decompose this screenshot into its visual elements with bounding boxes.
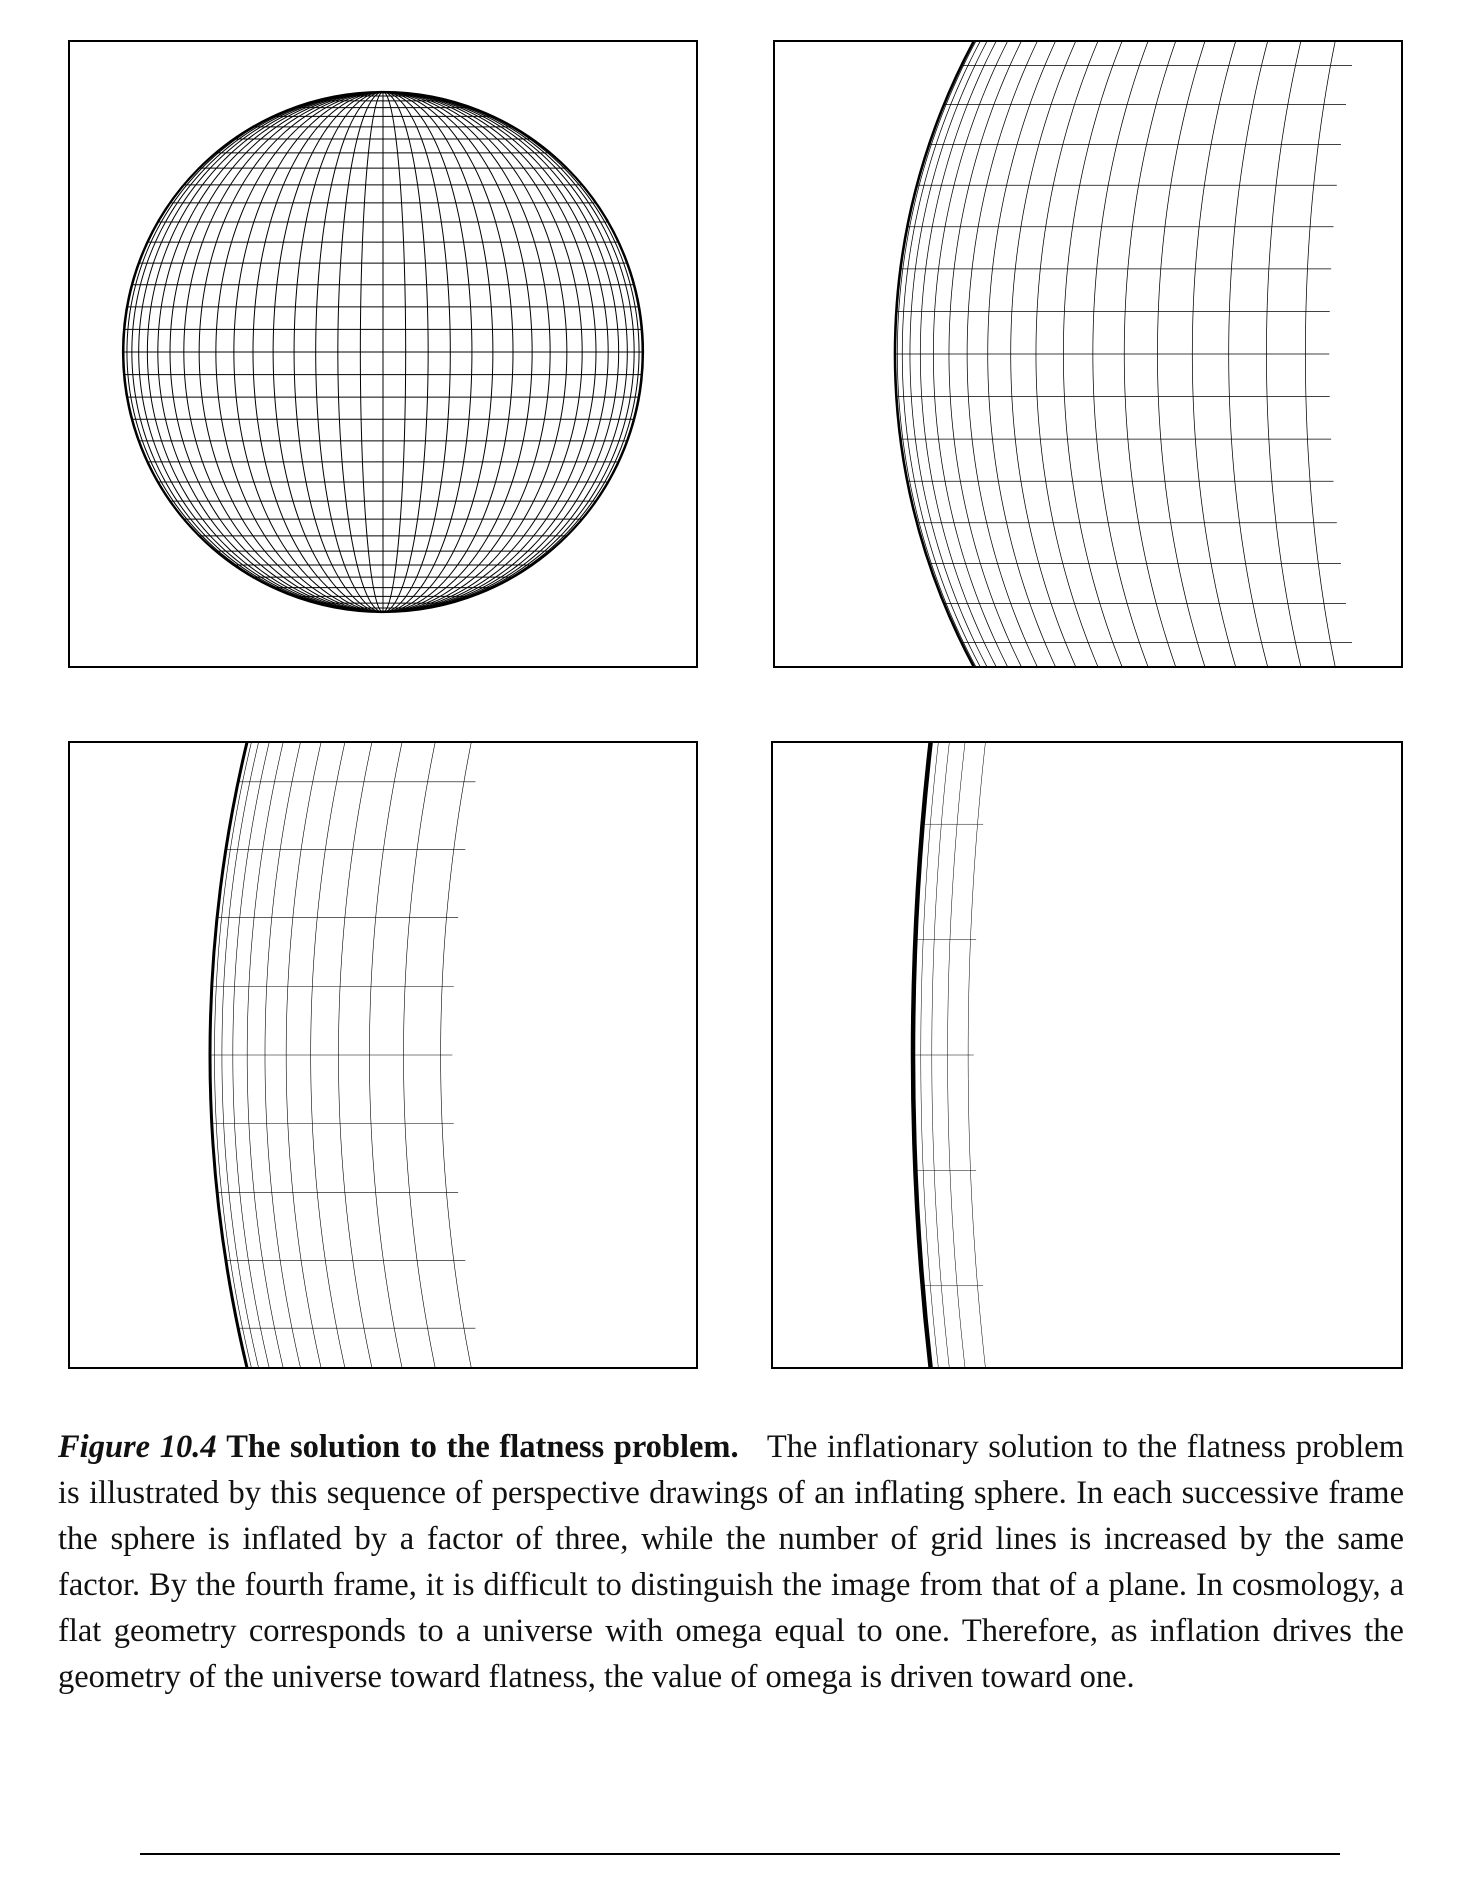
sphere-outline: [913, 743, 1401, 1367]
sphere-frame-1: [68, 40, 698, 668]
section-divider: [140, 1853, 1340, 1855]
sphere-drawing-4: [773, 743, 1401, 1367]
sphere-drawing-1: [70, 42, 696, 666]
figure-caption-body: The inflationary solution to the flatness problem is illustrated by this sequence of perspective drawings of an inflating sphere. In each successive frame the sphere is inflated by a factor of three, while the number of grid lines is increased by the same factor. By the fourth frame, it is difficult to distinguish the image from that of a plane. In cosmology, a flat geometry corresponds to a universe with omega equal to one. Therefore, as inflation drives the geometry of the universe toward flatness, the value of omega is driven toward one.: [58, 1429, 1404, 1695]
sphere-frame-2-grid: [895, 42, 1375, 666]
sphere-frame-4-grid: [913, 743, 1002, 1367]
sphere-frame-3: [68, 741, 698, 1369]
sphere-frame-4: [771, 741, 1403, 1369]
sphere-drawing-2: [775, 42, 1401, 666]
sphere-drawing-3: [70, 743, 696, 1367]
sphere-frame-1-grid: [123, 92, 643, 612]
sphere-frame-2: [773, 40, 1403, 668]
figure-title: The solution to the flatness problem.: [226, 1429, 739, 1465]
sphere-frame-3-grid: [210, 743, 508, 1367]
figure-label: Figure 10.4: [58, 1429, 217, 1465]
figure-caption: [58, 1424, 1404, 1700]
